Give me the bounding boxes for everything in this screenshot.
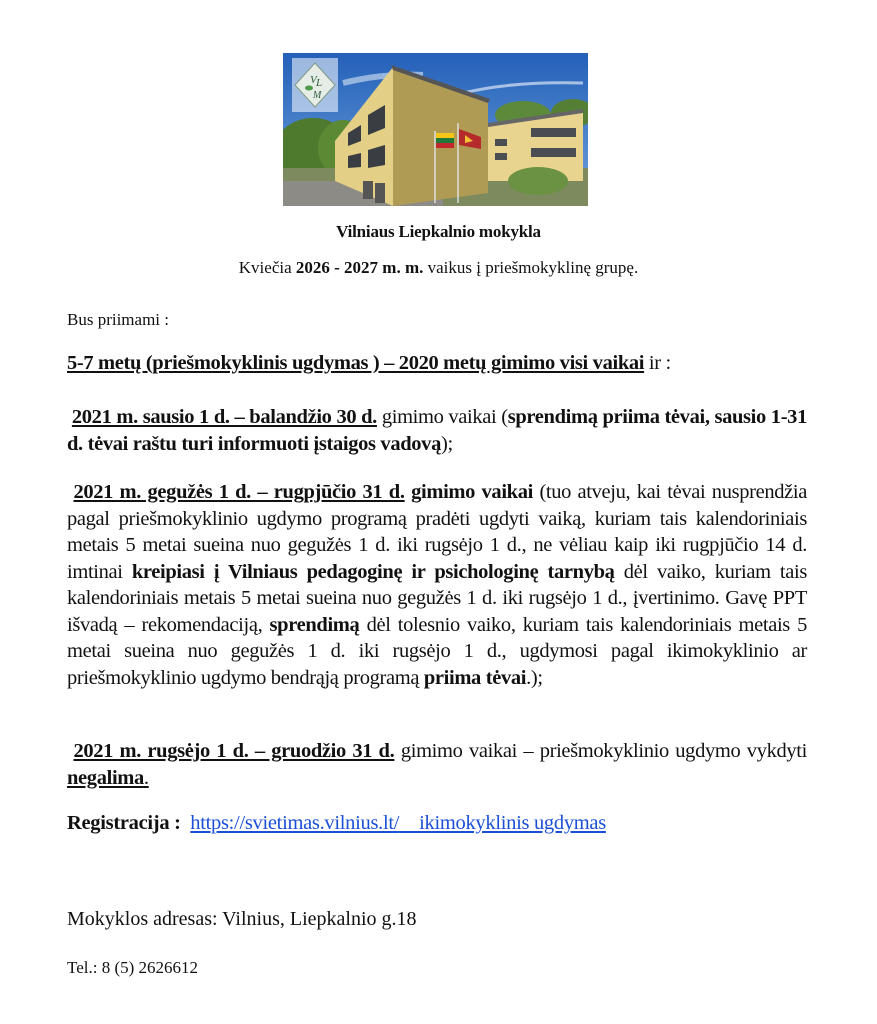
jan-apr-tail: ); [440,432,453,455]
may-aug-text2: dėl vaiko, kuriam tais kalendoriniais metais 5 metai sueina nuo gegužės 1 d. iki rugsėjo 1 d., įvertinimo. Gavę PPT išvadą – rekomendaciją, [67,560,807,636]
paragraph-age-group [67,350,807,377]
jan-apr-date: 2021 m. sausio 1 d. – balandžio 30 d. [71,406,377,428]
registration-section-link[interactable]: ikimokyklinis ugdymas [419,812,606,834]
svg-text:M: M [313,90,322,101]
age-group-tail: ir : [644,352,671,374]
intro-text: Bus priimami : [67,310,169,329]
paragraph-sep-dec [67,738,807,791]
jan-apr-bold: sprendimą priima tėvai, sausio 1-31 d. tėvai raštu turi informuoti įstaigos vadovą [67,406,807,455]
link-gap [399,812,419,835]
paragraph-jan-apr [67,404,807,457]
sep-dec-text: gimimo vaikai – priešmokyklinio ugdymo vykdyti [394,740,807,762]
may-aug-bold3: sprendimą [269,613,360,636]
registration-label: Registracija : [67,812,181,834]
invitation-line [0,258,877,278]
may-aug-bold4: priima tėvai [423,666,527,689]
school-building-photo [283,53,588,206]
jan-apr-text: gimimo vaikai ( [376,406,508,428]
school-address: Mokyklos adresas: Vilnius, Liepkalnio g.18 [67,908,417,930]
invite-post: vaikus į priešmokyklinę grupę. [423,258,639,277]
school-phone: Tel.: 8 (5) 2626612 [67,958,199,977]
svg-text:V: V [310,74,317,86]
sep-dec-date: 2021 m. rugsėjo 1 d. – gruodžio 31 d. [73,740,395,762]
paragraph-may-aug [67,479,807,691]
svg-text:L: L [316,77,323,89]
may-aug-date: 2021 m. gegužės 1 d. – rugpjūčio 31 d. [73,481,405,503]
may-aug-bold1: gimimo vaikai [404,481,533,503]
age-group-underlined: 5-7 metų (priešmokyklinis ugdymas ) – 2020 metų gimimo visi vaikai [67,352,645,374]
registration-url-link[interactable]: https://svietimas.vilnius.lt/ [190,812,400,834]
may-aug-tail: .); [526,666,543,689]
may-aug-bold2: kreipiasi į Vilniaus pedagoginę ir psichologinę tarnybą [131,560,615,583]
may-aug-text3: dėl tolesnio vaiko, kuriam tais kalendoriniais metais 5 metai sueina nuo gegužės 1 d. iki rugsėjo 1 d., ugdymosi pagal ikimokyklinio ar priešmokyklinio ugdymo bendrąją programą [67,613,807,689]
school-name-heading: Vilniaus Liepkalnio mokykla [336,222,541,241]
invite-years: 2026 - 2027 m. m. [295,258,424,277]
sep-dec-tail: . [143,766,149,789]
registration-line [67,812,606,835]
sep-dec-bold: negalima [67,766,144,789]
may-aug-text1: (tuo atveju, kai tėvai nusprendžia pagal priešmokyklinio ugdymo programą pradėti ugdyti vaiką, kuriam tais kalendoriniais metais 5 metai sueina nuo gegužės 1 d. iki rugsėjo 1 d., ne vėliau kaip iki rugpjūčio 14 d. imtinai [67,481,808,583]
invite-pre: Kviečia [238,258,296,277]
